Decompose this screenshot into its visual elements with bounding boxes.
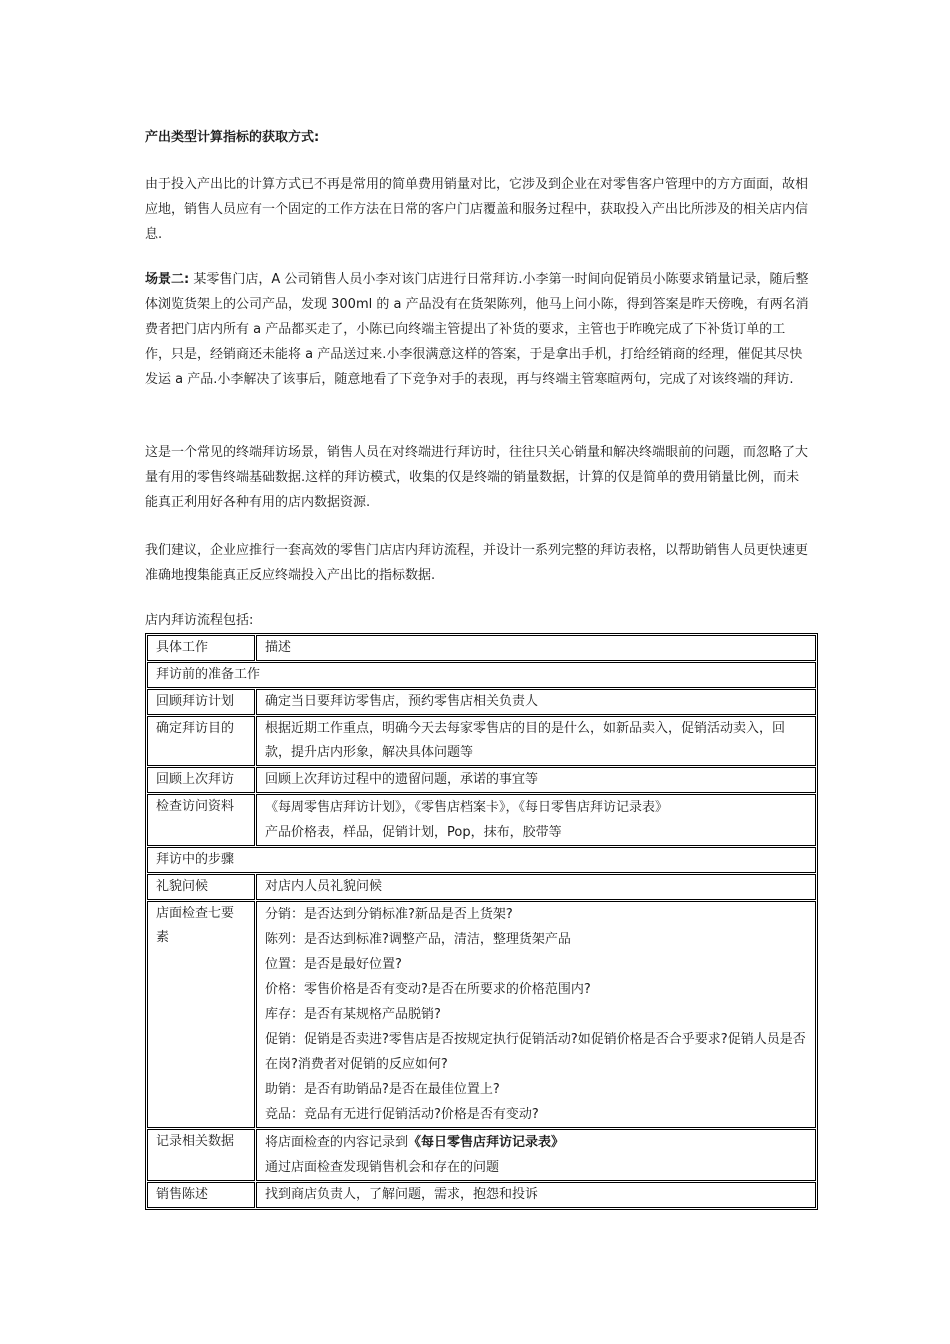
header-description: 描述 <box>256 635 816 661</box>
section-heading: 产出类型计算指标的获取方式: <box>145 130 320 145</box>
description-cell: 对店内人员礼貌问候 <box>256 874 816 900</box>
description-cell: 确定当日要拜访零售店，预约零售店相关负责人 <box>256 689 816 715</box>
suggestion-paragraph: 我们建议，企业应推行一套高效的零售门店店内拜访流程，并设计一系列完整的拜访表格，以帮助销售人员更快速更准确地搜集能真正反应终端投入产出比的指标数据. <box>145 543 809 583</box>
description-line: 分销：是否达到分销标准?新品是否上货架? <box>265 907 513 922</box>
table-header-row <box>147 635 816 661</box>
description-line: 价格：零售价格是否有变动?是否在所要求的价格范围内? <box>265 982 591 997</box>
visit-process-table <box>145 633 818 1210</box>
table-row <box>147 767 816 793</box>
description-line: 产品价格表，样品，促销计划，Pop，抹布，胶带等 <box>265 825 562 840</box>
description-cell: 回顾上次拜访过程中的遗留问题，承诺的事宜等 <box>256 767 816 793</box>
table-row <box>147 901 816 1128</box>
section-row <box>147 847 816 873</box>
description-line: 库存：是否有某规格产品脱销? <box>265 1007 441 1022</box>
description-line: 通过店面检查发现销售机会和存在的问题 <box>265 1160 500 1175</box>
description-line: 《每周零售店拜访计划》，《零售店档案卡》，《每日零售店拜访记录表》 <box>265 800 669 815</box>
description-line <box>265 1130 807 1155</box>
table-row <box>147 689 816 715</box>
table-caption: 店内拜访流程包括: <box>145 613 254 628</box>
task-cell: 确定拜访目的 <box>147 716 255 766</box>
record-form-title: 《每日零售店拜访记录表》 <box>408 1135 565 1150</box>
description-line: 促销：促销是否卖进?零售店是否按规定执行促销活动?如促销价格是否合乎要求?促销人员是否在岗?消费者对促销的反应如何? <box>265 1032 806 1072</box>
section-title-during-visit: 拜访中的步骤 <box>147 847 816 873</box>
description-line: 助销：是否有助销品?是否在最佳位置上? <box>265 1082 500 1097</box>
table-row <box>147 1129 816 1181</box>
table-row <box>147 716 816 766</box>
header-task: 具体工作 <box>147 635 255 661</box>
section-title-preparation: 拜访前的准备工作 <box>147 662 816 688</box>
task-cell: 回顾上次拜访 <box>147 767 255 793</box>
table-row <box>147 1182 816 1208</box>
description-line: 位置：是否是最好位置? <box>265 957 402 972</box>
task-cell: 礼貌问候 <box>147 874 255 900</box>
analysis-paragraph: 这是一个常见的终端拜访场景，销售人员在对终端进行拜访时，往往只关心销量和解决终端眼前的问题，而忽略了大量有用的零售终端基础数据.这样的拜访模式，收集的仅是终端的销量数据，计算的仅是简单的费用销量比例，而未能真正利用好各种有用的店内数据资源. <box>145 445 809 510</box>
table-row <box>147 874 816 900</box>
description-cell <box>256 1129 816 1181</box>
description-cell <box>256 901 816 1128</box>
task-cell: 检查访问资料 <box>147 794 255 846</box>
description-line: 陈列：是否达到标准?调整产品，清洁，整理货架产品 <box>265 932 571 947</box>
intro-paragraph: 由于投入产出比的计算方式已不再是常用的简单费用销量对比，它涉及到企业在对零售客户管理中的方方面面，故相应地，销售人员应有一个固定的工作方法在日常的客户门店覆盖和服务过程中，获取投入产出比所涉及的相关店内信息. <box>145 177 809 242</box>
task-cell: 店面检查七要素 <box>147 901 255 1128</box>
description-cell: 找到商店负责人，了解问题，需求，抱怨和投诉 <box>256 1182 816 1208</box>
description-line: 竞品：竞品有无进行促销活动?价格是否有变动? <box>265 1107 539 1122</box>
task-cell: 销售陈述 <box>147 1182 255 1208</box>
scenario-label: 场景二: <box>145 272 190 287</box>
table-row <box>147 794 816 846</box>
scenario-text: 某零售门店，A 公司销售人员小李对该门店进行日常拜访.小李第一时间向促销员小陈要求销量记录，随后整体浏览货架上的公司产品，发现 300ml 的 a 产品没有在货架陈列，他马上问小陈，得到答案是昨天傍晚，有两名消费者把门店内所有 a 产品都买走了，小陈已向终端主管提出了补货的要求，主管也于昨晚完成了下补货订单的工作，只是，经销商还未能将 a 产品送过来.小李很满意这样的答案，于是拿出手机，打给经销商的经理，催促其尽快发运 a 产品.小李解决了该事后，随意地看了下竞争对手的表现，再与终端主管寒暄两句，完成了对该终端的拜访. <box>145 272 809 387</box>
description-prefix: 将店面检查的内容记录到 <box>265 1135 409 1150</box>
task-cell: 记录相关数据 <box>147 1129 255 1181</box>
description-cell <box>256 794 816 846</box>
description-cell: 根据近期工作重点，明确今天去每家零售店的目的是什么，如新品卖入，促销活动卖入，回款，提升店内形象，解决具体问题等 <box>256 716 816 766</box>
scenario-paragraph <box>145 267 809 392</box>
task-cell: 回顾拜访计划 <box>147 689 255 715</box>
section-row <box>147 662 816 688</box>
